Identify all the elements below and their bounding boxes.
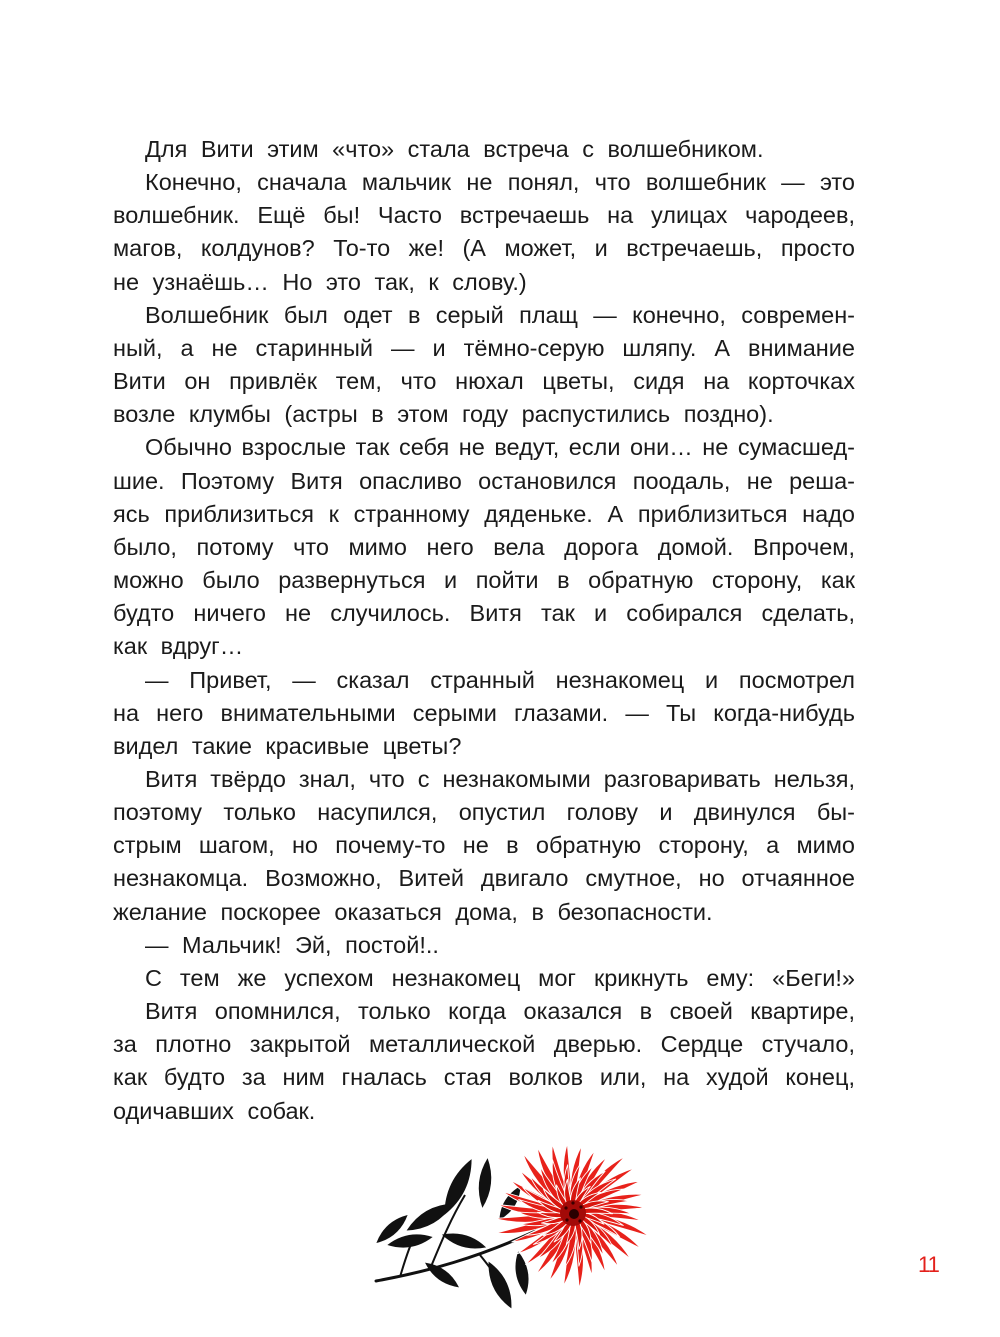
text-line: на него внимательными серыми глазами. — Ты когда-нибудь	[113, 699, 855, 726]
text-line: Витя опомнился, только когда оказался в своей квартире,	[145, 998, 855, 1025]
text-line: Волшебник был одет в серый плащ — конечно, современ-	[145, 301, 855, 328]
leaf	[476, 1158, 493, 1209]
text-line: одичавших собак.	[113, 1097, 316, 1124]
text-line: было, потому что мимо него вела дорога домой. Впрочем,	[113, 533, 855, 560]
text-line: за плотно закрытой металлической дверью. Сердце стучало,	[113, 1031, 855, 1058]
flower-speck	[571, 1201, 574, 1204]
text-line: не узнаёшь… Но это так, к слову.)	[113, 268, 527, 295]
paragraph	[113, 299, 855, 432]
text-line: желание поскорее оказаться дома, в безопасности.	[113, 898, 713, 925]
text-line: как будто за ним гналась стая волков или, на худой конец,	[113, 1064, 855, 1091]
red-aster-flower-icon	[370, 1125, 660, 1315]
text-line: видел такие красивые цветы?	[113, 732, 462, 759]
text-line: шие. Поэтому Витя опасливо остановился поодаль, не реша-	[113, 467, 855, 494]
text-line: волшебник. Ещё бы! Часто встречаешь на улицах чародеев,	[113, 202, 855, 229]
page-number: 11	[918, 1252, 939, 1277]
flower-speck	[579, 1205, 582, 1208]
paragraph	[113, 929, 855, 962]
text-line: возле клумбы (астры в этом году распустились поздно).	[113, 401, 774, 428]
text-line: как вдруг…	[113, 633, 244, 660]
text-line: Вити он привлёк тем, что нюхал цветы, сидя на корточках	[113, 368, 855, 395]
text-line: — Привет, — сказал странный незнакомец и посмотрел	[145, 666, 855, 693]
text-line: Витя твёрдо знал, что с незнакомыми разговаривать нельзя,	[145, 765, 855, 792]
text-line: магов, колдунов? То-то же! (А может, и встречаешь, просто	[113, 235, 855, 262]
text-line: поэтому только насупился, опустил голову и двинулся бы-	[113, 799, 855, 826]
flower-speck	[565, 1218, 568, 1221]
paragraph	[113, 664, 855, 763]
paragraph	[113, 962, 855, 995]
flower-speck	[578, 1219, 581, 1222]
leaf	[440, 1229, 488, 1253]
text-line: ный, а не старинный — и тёмно-серую шляпу. А внимание	[113, 334, 855, 361]
leaf	[482, 1259, 517, 1312]
text-line: Обычно взрослые так себя не ведут, если они… не сумасшед-	[145, 434, 855, 461]
flower-speck	[564, 1206, 567, 1209]
paragraph	[113, 166, 855, 299]
text-line: незнакомца. Возможно, Витей двигало смутное, но отчаянное	[113, 865, 855, 892]
leaf	[512, 1250, 531, 1295]
text-line: стрым шагом, но почему-то не в обратную сторону, а мимо	[113, 832, 855, 859]
flower-core	[569, 1209, 579, 1219]
text-line: Конечно, сначала мальчик не понял, что волшебник — это	[145, 169, 855, 196]
paragraph	[113, 995, 855, 1128]
paragraph	[113, 431, 855, 663]
text-line: Для Вити этим «что» стала встреча с волшебником.	[145, 136, 764, 162]
paragraph	[113, 133, 855, 166]
paragraph	[113, 763, 855, 929]
body-text	[113, 133, 855, 1128]
text-line: ясь приблизиться к странному дяденьке. А приблизиться надо	[113, 500, 855, 527]
text-line: можно было развернуться и пойти в обратную сторону, как	[113, 567, 855, 594]
text-line: будто ничего не случилось. Витя так и собирался сделать,	[113, 600, 855, 627]
text-line: С тем же успехом незнакомец мог крикнуть ему: «Беги!»	[145, 964, 855, 991]
text-line: — Мальчик! Эй, постой!..	[145, 931, 439, 958]
